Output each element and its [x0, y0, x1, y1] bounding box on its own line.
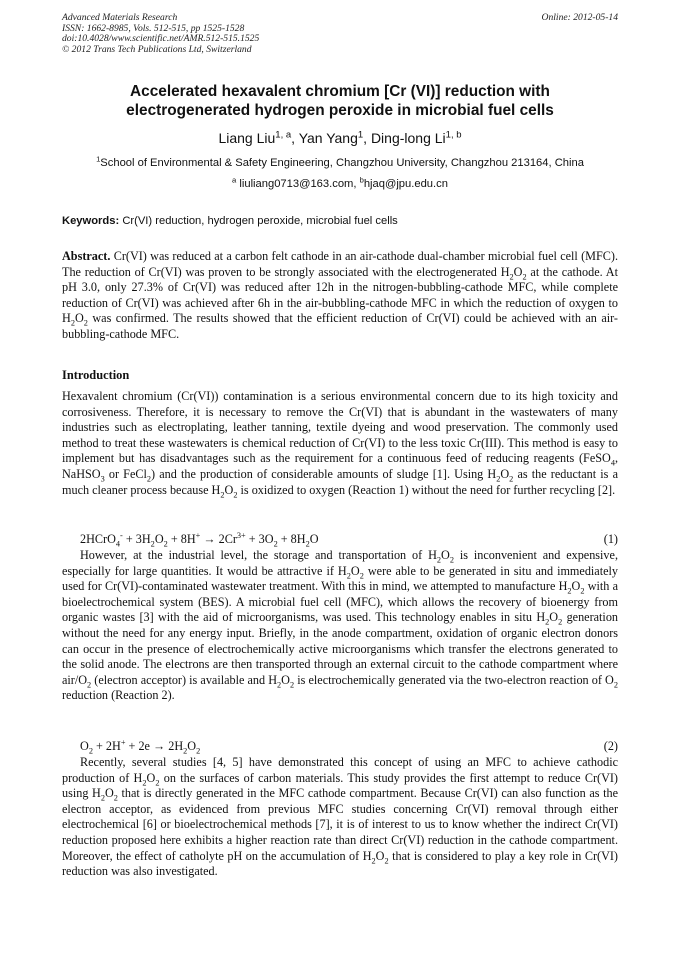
title-line-1: Accelerated hexavalent chromium [Cr (VI)] reduction with	[130, 83, 550, 100]
issn-line: ISSN: 1662-8985, Vols. 512-515, pp 1525-1528	[62, 22, 245, 34]
equation-number: (1)	[603, 532, 618, 546]
keywords-text: Cr(VI) reduction, hydrogen peroxide, microbial fuel cells	[122, 215, 398, 227]
affiliation-text: School of Environmental & Safety Engineering, Changzhou University, Changzhou 213164, China	[100, 157, 584, 169]
email-superscript: b	[359, 175, 364, 185]
equation-1: 2HCrO$_4$- + $3H_2O_2 + 8H^+ \to 2Cr^{3+} + 3O_2 + 8H_2O$ (1)	[80, 530, 618, 549]
author-superscript: 1, b	[445, 129, 462, 141]
author-list: Liang Liu$^{1, a}$, Yan Yang$^1$, Ding-long Li$^{1, b}$	[218, 129, 462, 146]
keywords	[62, 214, 618, 228]
keywords-label: Keywords:	[62, 215, 120, 227]
affiliation-superscript: 1	[96, 154, 101, 164]
equation-2: $O_2 + 2H^+ + 2e \to 2H_2O_2$ (2)	[80, 737, 618, 756]
affiliation	[62, 156, 618, 170]
author-name: Liang Liu	[218, 130, 276, 146]
section-heading: Introduction	[62, 368, 130, 382]
email-superscript: a	[232, 175, 237, 185]
author-emails: $^a$ liuliang0713@163.com, $^b$hjaq@jpu.edu.cn	[232, 175, 448, 190]
body-paragraph: Hexavalent chromium (Cr(VI)) contamination is a serious environmental concern due to its high toxicity and corrosiveness. Therefore, it is necessary to remove the Cr(VI) that is abundant in the wastewaters of many industries such as electroplating, leather tanning, textile dyeing and wood preservation. The commonly used method to treat these wastewaters is chemical reduction of Cr(VI) to the less toxic Cr(III). This method is easy to implement but has disadvantages such as the requirement for a continuous feed of reducing reagents (FeSO$_4$, NaHSO$_3$ or FeCl$_2$) and the production of considerable amounts of sludge [1]. Using $H_2O_2$ as the reductant is a much cleaner process because $H_2O_2$ is oxidized to oxygen (Reaction 1) without the need for further recycling [2].	[62, 389, 618, 499]
journal-header	[62, 13, 618, 55]
author-superscript: 1	[357, 129, 364, 141]
email-link[interactable]: liuliang0713@163.com	[239, 178, 354, 190]
author-name: Yan Yang	[298, 130, 358, 146]
equation-number: (2)	[603, 739, 618, 753]
copyright-line: © 2012 Trans Tech Publications Ltd, Switzerland	[62, 43, 252, 55]
journal-name: Advanced Materials Research	[62, 12, 178, 23]
doi-line: doi:10.4028/www.scientific.net/AMR.512-515.1525	[62, 33, 260, 45]
paper-title	[62, 82, 618, 120]
abstract: Abstract. Cr(VI) was reduced at a carbon felt cathode in an air-cathode dual-chamber microbial fuel cell (MFC). The reduction of Cr(VI) was proven to be strongly associated with the electrogenerated $H_2O_2$ at the cathode. At pH 3.0, only 27.3% of Cr(VI) was reduced after 12h in the nitrogen-bubbling-cathode MFC, while complete reduction of Cr(VI) was achieved after 6h in the air-bubbling-cathode MFC in which the reduction of oxygen to $H_2O_2$ was confirmed. The results showed that the efficient reduction of Cr(VI) could be achieved with an air-bubbling-cathode MFC.	[62, 249, 618, 341]
title-line-2: electrogenerated hydrogen peroxide in microbial fuel cells	[126, 102, 554, 119]
author-name: Ding-long Li	[370, 130, 446, 146]
online-date: Online: 2012-05-14	[541, 12, 618, 23]
author-superscript: 1, a	[275, 129, 292, 141]
email-link[interactable]: hjaq@jpu.edu.cn	[363, 178, 448, 190]
abstract-label: Abstract.	[62, 249, 111, 263]
body-paragraph: Recently, several studies [4, 5] have demonstrated this concept of using an MFC to achieve cathodic production of $H_2O_2$ on the surfaces of carbon materials. This study provides the first attempt to reduce Cr(VI) using $H_2O_2$ that is directly generated in the MFC cathode compartment. Because Cr(VI) can also function as the electron acceptor, as evidenced from previous MFC studies concerning Cr(VI) removal through either electrochemical [6] or bioelectrochemical methods [7], it is of interest to us to know whether the indirect Cr(VI) reduction proposed here exhibits a higher reaction rate than direct Cr(VI) reduction in the cathode compartment. Moreover, the effect of catholyte pH on the accumulation of $H_2O_2$ that is considered to play a key role in Cr(VI) reduction was also investigated.	[62, 755, 618, 879]
body-paragraph: However, at the industrial level, the storage and transportation of $H_2O_2$ is inconvenient and expensive, especially for large quantities. It would be attractive if $H_2O_2$ were able to be generated in situ and immediately used for Cr(VI)-contaminated wastewater treatment. With this in mind, we attempted to manufacture $H_2O_2$ with a bioelectrochemical system (BES). A microbial fuel cell (MFC), which allows the recovery of bioenergy from organic wastes [3] with the aid of microorganisms, was used. This technology enables in situ $H_2O_2$ generation without the need for any energy input. Briefly, in the anode compartment, oxidation of organic electron donors can occur in the presence of electrochemically active microorganisms which transfer the electrons generated to the solid anode. The electrons are then transported through an external circuit to the cathode compartment where air/$O_2$ (electron acceptor) is available and $H_2O_2$ is electrochemically generated via the two-electron reaction of $O_2$ reduction (Reaction 2).	[62, 548, 619, 703]
